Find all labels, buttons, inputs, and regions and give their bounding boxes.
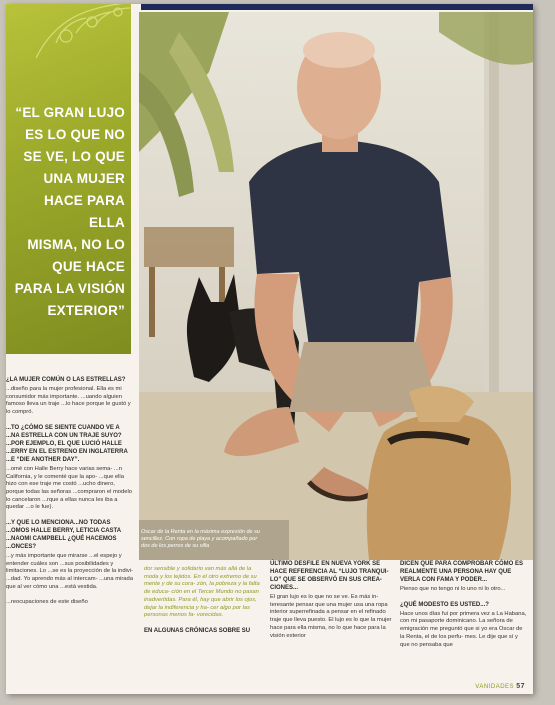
pull-quote-line: HACE PARA ELLA [43, 193, 125, 230]
pull-quote-line: “EL GRAN LUJO [15, 105, 125, 120]
page-folio [475, 683, 525, 690]
pull-quote [7, 102, 125, 322]
interview-answer: ...omé con Halle Berry hace varias sema- ...n California, y le comenté que la apo- ...que ella hizo con ese traje me costó ...ucho dinero, porque todas las señoras ...compraron el modelo lo cancelaron ...rque a ellas nunca les iba a quedar ...o le fue). [6, 465, 132, 511]
green-paragraph: dor sensible y solidario van más allá de la moda y los tejidos. En el otro extremo de su mente y de su cora- zón, la pobreza y la falta de educa- ción en el Tercer Mundo no pasan inadvertidas. Para él, hay que abrir los ojos, dejar la indiferencia y ha- cer algo por las personas menos fa- vorecidas. [144, 566, 260, 619]
interview-answer: Pienso que no tengo ni lo uno ni lo otro... [400, 586, 506, 592]
portrait-photo [139, 12, 533, 560]
page-number: 57 [516, 683, 525, 690]
pull-quote-line: SE VE, LO QUE [23, 149, 125, 164]
article-column-2 [144, 566, 266, 637]
pull-quote-line: ES LO QUE NO [25, 127, 125, 142]
interview-question: DICEN QUE PARA COMPROBAR CÓMO ES REALMENTE UNA PERSONA HAY QUE VERLA CON FAMA Y PODER... [400, 561, 524, 583]
interview-answer: ...reocupaciones de este diseño [6, 598, 88, 605]
pull-quote-line: PARA LA VISIÓN [14, 281, 125, 296]
interview-question: ...TO ¿CÓMO SE SIENTE CUANDO VE A ...NA ESTRELLA CON UN TRAJE SUYO? ...POR EJEMPLO, EL QUE LUCIÓ HALLE ...ERRY EN EL ESTRENO EN INGLATERRA ...E “DIE ANOTHER DAY”. [6, 424, 128, 463]
interview-answer: ...y más importante que mirarse ...el espejo y entender cuáles son ...sus posibilidades y limitaciones. Lo ...se es la proyección de la indivi- ...dad. Yo aprendo más al intercam- ...una mirada que al ver cómo una ...está vestida. [6, 553, 133, 590]
pull-quote-line: EXTERIOR” [47, 303, 125, 318]
leaf-decoration-icon [26, 4, 136, 68]
magazine-name: VANIDADES [475, 684, 515, 690]
pull-quote-box [6, 4, 131, 354]
interview-question: ÚLTIMO DESFILE EN NUEVA YORK SE HACE REFERENCIA AL “LUJO TRANQUI- LO” QUE SE OBSERVÓ EN SUS CREA- CIONES... [270, 561, 389, 591]
pull-quote-line: UNA MUJER [43, 171, 125, 186]
question-lead: EN ALGUNAS CRÓNICAS SOBRE SU [144, 627, 251, 634]
magazine-page [6, 4, 533, 694]
interview-question: ¿LA MUJER COMÚN O LAS ESTRELLAS? [6, 377, 126, 383]
interview-question: ¿QUÉ MODESTO ES USTED...? [400, 601, 489, 608]
pull-quote-line: MISMA, NO LO [27, 237, 125, 252]
interview-answer: Hace unos días fui por primera vez a La Habana, con mi pasaporte dominicano. La señora de emigración me preguntó que si yo era Oscar de la Renta, el de los perfu- mes. Le dije que sí y que no pensaba que [400, 610, 527, 648]
top-color-strip [141, 4, 533, 10]
pull-quote-line: QUE HACE [52, 259, 125, 274]
photo-caption: Oscar de la Renta en la máxima expresión de su sencillez. Con ropa de playa y acompañado por dos de los perros de su villa [141, 529, 260, 549]
interview-answer: El gran lujo es lo que no se ve. Es más in- teresante pensar que una mujer usa una ropa interior superrefinada a pensar en el refinado traje que lleva puesto. El lujo es lo que la mujer hace para ella misma, no lo que hace para la visión exterior [270, 594, 392, 639]
interview-question: ...Y QUE LO MENCIONA...NO TODAS ...OMOS HALLE BERRY, LETICIA CASTA ...NAOMI CAMPBELL ¿QUÉ HACEMOS ...ONCES? [6, 520, 121, 551]
article-column-4 [400, 560, 528, 656]
article-column-3 [270, 560, 394, 647]
interview-answer: ...diseño para la mujer profesional. Ella es mi consumidor más importante. ...uando alguien famoso lleva un traje ...lo hace porque le gustó y lo compró. [6, 386, 131, 416]
article-column-1 [6, 376, 134, 613]
